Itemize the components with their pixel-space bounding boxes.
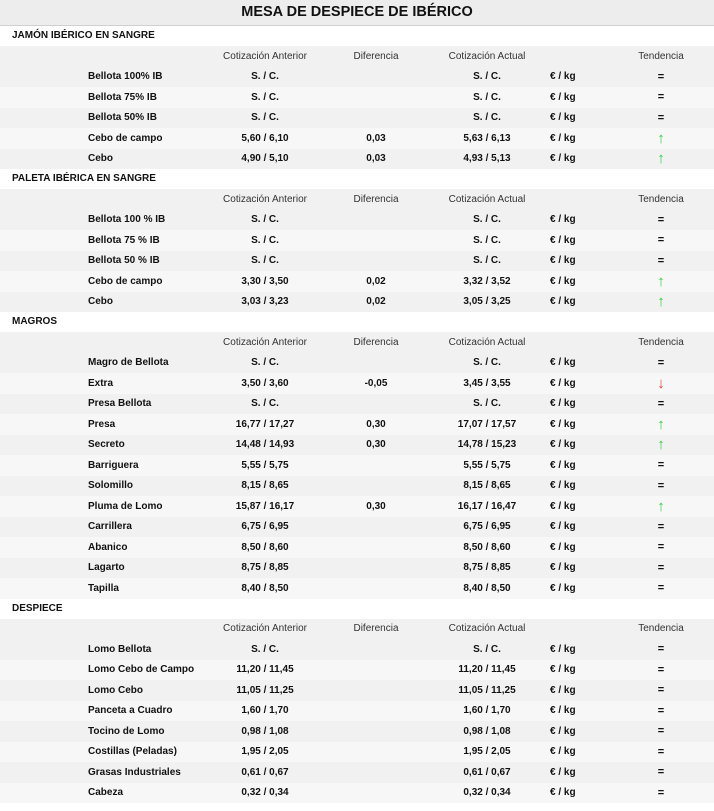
equal-icon: =: [657, 725, 665, 738]
table-row: [0, 353, 714, 374]
table-row: [0, 701, 714, 722]
row-prev: 8,40 / 8,50: [241, 582, 289, 594]
table-row: [0, 271, 714, 292]
row-unit: € / kg: [550, 398, 576, 410]
row-trend: [612, 643, 710, 655]
row-curr: 5,63 / 6,13: [463, 132, 511, 144]
row-name: Tocino de Lomo: [88, 725, 165, 737]
row-prev: S. / C.: [251, 234, 279, 246]
row-curr: 8,50 / 8,60: [463, 541, 511, 553]
up-arrow-icon: ↑: [657, 415, 665, 433]
section-title: PALETA IBÉRICA EN SANGRE: [0, 169, 714, 189]
row-trend: [612, 725, 710, 737]
row-prev: 8,75 / 8,85: [241, 562, 289, 574]
row-prev: 1,60 / 1,70: [241, 705, 289, 717]
row-prev: 0,32 / 0,34: [241, 787, 289, 799]
equal-icon: =: [657, 111, 665, 124]
row-curr: S. / C.: [473, 357, 501, 369]
row-curr: 3,05 / 3,25: [463, 296, 511, 308]
row-unit: € / kg: [550, 562, 576, 574]
row-name: Cebo de campo: [88, 132, 163, 144]
row-diff: 0,30: [366, 500, 386, 512]
header-curr: Cotización Actual: [448, 50, 526, 62]
table-row: [0, 496, 714, 517]
up-arrow-icon: ↑: [657, 436, 665, 454]
row-trend: [612, 459, 710, 471]
row-trend: [612, 480, 710, 492]
row-unit: € / kg: [550, 275, 576, 287]
header-curr: Cotización Actual: [448, 193, 526, 205]
equal-icon: =: [657, 561, 665, 574]
row-curr: 0,32 / 0,34: [463, 787, 511, 799]
row-curr: S. / C.: [473, 398, 501, 410]
equal-icon: =: [657, 356, 665, 369]
row-prev: 14,48 / 14,93: [235, 439, 295, 451]
row-unit: € / kg: [550, 582, 576, 594]
row-curr: 11,20 / 11,45: [458, 664, 516, 676]
row-curr: 0,98 / 1,08: [463, 725, 511, 737]
table-row: [0, 558, 714, 579]
row-diff: 0,03: [366, 132, 386, 144]
column-header-row: [0, 332, 714, 353]
table-row: [0, 87, 714, 108]
equal-icon: =: [657, 397, 665, 410]
row-trend: [612, 521, 710, 533]
table-row: [0, 414, 714, 435]
row-curr: 5,55 / 5,75: [463, 459, 511, 471]
row-unit: € / kg: [550, 664, 576, 676]
table-row: [0, 660, 714, 681]
row-name: Bellota 75% IB: [88, 91, 157, 103]
row-unit: € / kg: [550, 541, 576, 553]
row-name: Extra: [88, 377, 114, 389]
row-unit: € / kg: [550, 787, 576, 799]
table-row: [0, 578, 714, 599]
equal-icon: =: [657, 213, 665, 226]
row-unit: € / kg: [550, 521, 576, 533]
row-prev: 0,61 / 0,67: [241, 766, 289, 778]
row-prev: S. / C.: [251, 357, 279, 369]
row-diff: 0,03: [366, 153, 386, 165]
header-prev: Cotización Anterior: [223, 50, 307, 62]
table-row: [0, 783, 714, 804]
row-curr: S. / C.: [473, 643, 501, 655]
row-unit: € / kg: [550, 91, 576, 103]
table-row: [0, 742, 714, 763]
row-trend: [612, 91, 710, 103]
equal-icon: =: [657, 582, 665, 595]
section-title: JAMÓN IBÉRICO EN SANGRE: [0, 26, 714, 46]
row-curr: 6,75 / 6,95: [463, 521, 511, 533]
row-trend: [612, 376, 710, 391]
row-curr: S. / C.: [473, 255, 501, 267]
equal-icon: =: [657, 91, 665, 104]
equal-icon: =: [657, 479, 665, 492]
row-unit: € / kg: [550, 705, 576, 717]
section-title: DESPIECE: [0, 599, 714, 619]
row-unit: € / kg: [550, 71, 576, 83]
row-name: Carrillera: [88, 521, 132, 533]
row-name: Secreto: [88, 439, 125, 451]
row-curr: S. / C.: [473, 91, 501, 103]
row-curr: 17,07 / 17,57: [457, 418, 517, 430]
row-curr: 1,60 / 1,70: [463, 705, 511, 717]
row-name: Lomo Bellota: [88, 643, 152, 655]
table-row: [0, 230, 714, 251]
row-unit: € / kg: [550, 480, 576, 492]
row-name: Cebo: [88, 153, 113, 165]
row-name: Magro de Bellota: [88, 357, 169, 369]
row-prev: 3,30 / 3,50: [241, 275, 289, 287]
row-trend: [612, 294, 710, 309]
equal-icon: =: [657, 70, 665, 83]
equal-icon: =: [657, 745, 665, 758]
header-trend: Tendencia: [638, 50, 684, 62]
sections-container: [0, 26, 714, 803]
row-name: Costillas (Peladas): [88, 746, 177, 758]
equal-icon: =: [657, 254, 665, 267]
row-prev: 4,90 / 5,10: [241, 153, 289, 165]
table-row: [0, 517, 714, 538]
row-curr: 8,40 / 8,50: [463, 582, 511, 594]
row-unit: € / kg: [550, 132, 576, 144]
column-header-row: [0, 189, 714, 210]
table-row: [0, 721, 714, 742]
row-trend: [612, 787, 710, 799]
table-row: [0, 639, 714, 660]
row-prev: 3,03 / 3,23: [241, 296, 289, 308]
header-trend: Tendencia: [638, 336, 684, 348]
row-unit: € / kg: [550, 377, 576, 389]
row-trend: [612, 398, 710, 410]
equal-icon: =: [657, 766, 665, 779]
row-prev: 3,50 / 3,60: [241, 377, 289, 389]
row-prev: 5,60 / 6,10: [241, 132, 289, 144]
header-diff: Diferencia: [353, 50, 399, 62]
header-diff: Diferencia: [353, 623, 399, 635]
header-diff: Diferencia: [353, 193, 399, 205]
row-prev: 15,87 / 16,17: [235, 500, 295, 512]
row-unit: € / kg: [550, 766, 576, 778]
row-name: Bellota 50% IB: [88, 112, 157, 124]
table-row: [0, 762, 714, 783]
equal-icon: =: [657, 459, 665, 472]
up-arrow-icon: ↑: [657, 497, 665, 515]
row-prev: S. / C.: [251, 255, 279, 267]
row-curr: 11,05 / 11,25: [458, 684, 516, 696]
row-unit: € / kg: [550, 439, 576, 451]
row-curr: 8,15 / 8,65: [463, 480, 511, 492]
row-name: Bellota 75 % IB: [88, 234, 160, 246]
row-name: Cebo de campo: [88, 275, 163, 287]
row-prev: 1,95 / 2,05: [241, 746, 289, 758]
table-row: [0, 537, 714, 558]
row-trend: [612, 151, 710, 166]
row-trend: [612, 664, 710, 676]
header-prev: Cotización Anterior: [223, 623, 307, 635]
table-row: [0, 435, 714, 456]
row-unit: € / kg: [550, 746, 576, 758]
row-prev: S. / C.: [251, 643, 279, 655]
equal-icon: =: [657, 234, 665, 247]
header-curr: Cotización Actual: [448, 336, 526, 348]
row-diff: 0,02: [366, 275, 386, 287]
up-arrow-icon: ↑: [657, 129, 665, 147]
row-diff: 0,02: [366, 296, 386, 308]
row-name: Bellota 50 % IB: [88, 255, 160, 267]
section: [0, 599, 714, 804]
row-unit: € / kg: [550, 112, 576, 124]
row-unit: € / kg: [550, 684, 576, 696]
row-trend: [612, 437, 710, 452]
header-trend: Tendencia: [638, 623, 684, 635]
row-name: Abanico: [88, 541, 128, 553]
row-curr: S. / C.: [473, 112, 501, 124]
row-trend: [612, 214, 710, 226]
row-trend: [612, 499, 710, 514]
row-curr: 3,32 / 3,52: [463, 275, 511, 287]
row-trend: [612, 582, 710, 594]
row-unit: € / kg: [550, 296, 576, 308]
row-prev: 11,20 / 11,45: [236, 664, 294, 676]
row-unit: € / kg: [550, 725, 576, 737]
section: [0, 26, 714, 169]
row-prev: S. / C.: [251, 112, 279, 124]
equal-icon: =: [657, 520, 665, 533]
row-unit: € / kg: [550, 459, 576, 471]
down-arrow-icon: ↓: [657, 374, 665, 392]
row-unit: € / kg: [550, 214, 576, 226]
table-row: [0, 251, 714, 272]
header-trend: Tendencia: [638, 193, 684, 205]
row-diff: 0,30: [366, 418, 386, 430]
row-prev: S. / C.: [251, 71, 279, 83]
up-arrow-icon: ↑: [657, 150, 665, 168]
row-curr: 3,45 / 3,55: [463, 377, 511, 389]
row-trend: [612, 274, 710, 289]
equal-icon: =: [657, 684, 665, 697]
section-title: MAGROS: [0, 312, 714, 332]
row-trend: [612, 705, 710, 717]
row-curr: 16,17 / 16,47: [457, 500, 517, 512]
row-trend: [612, 417, 710, 432]
row-name: Lomo Cebo de Campo: [88, 664, 195, 676]
row-curr: 14,78 / 15,23: [457, 439, 517, 451]
row-trend: [612, 684, 710, 696]
row-prev: 0,98 / 1,08: [241, 725, 289, 737]
row-name: Barriguera: [88, 459, 139, 471]
column-header-row: [0, 46, 714, 67]
row-trend: [612, 71, 710, 83]
row-trend: [612, 234, 710, 246]
section: [0, 169, 714, 312]
table-row: [0, 476, 714, 497]
table-row: [0, 128, 714, 149]
row-curr: 8,75 / 8,85: [463, 562, 511, 574]
row-trend: [612, 357, 710, 369]
row-prev: 8,15 / 8,65: [241, 480, 289, 492]
row-name: Cabeza: [88, 787, 124, 799]
table-row: [0, 680, 714, 701]
row-trend: [612, 255, 710, 267]
table-row: [0, 292, 714, 313]
row-diff: 0,30: [366, 439, 386, 451]
page-title: MESA DE DESPIECE DE IBÉRICO: [0, 0, 714, 26]
equal-icon: =: [657, 663, 665, 676]
header-prev: Cotización Anterior: [223, 336, 307, 348]
up-arrow-icon: ↑: [657, 293, 665, 311]
equal-icon: =: [657, 541, 665, 554]
row-name: Grasas Industriales: [88, 766, 181, 778]
row-prev: 16,77 / 17,27: [235, 418, 295, 430]
header-curr: Cotización Actual: [448, 623, 526, 635]
table-row: [0, 455, 714, 476]
row-curr: S. / C.: [473, 234, 501, 246]
row-trend: [612, 562, 710, 574]
row-trend: [612, 766, 710, 778]
row-name: Pluma de Lomo: [88, 500, 163, 512]
row-name: Bellota 100% IB: [88, 71, 163, 83]
row-prev: 11,05 / 11,25: [236, 684, 294, 696]
row-curr: 4,93 / 5,13: [463, 153, 511, 165]
equal-icon: =: [657, 704, 665, 717]
row-prev: 5,55 / 5,75: [241, 459, 289, 471]
row-name: Panceta a Cuadro: [88, 705, 173, 717]
table-row: [0, 394, 714, 415]
row-name: Tapilla: [88, 582, 119, 594]
row-name: Cebo: [88, 296, 113, 308]
header-prev: Cotización Anterior: [223, 193, 307, 205]
row-curr: S. / C.: [473, 214, 501, 226]
table-row: [0, 149, 714, 170]
table-row: [0, 67, 714, 88]
table-row: [0, 210, 714, 231]
row-name: Bellota 100 % IB: [88, 214, 166, 226]
row-diff: -0,05: [364, 377, 388, 389]
table-row: [0, 373, 714, 394]
header-diff: Diferencia: [353, 336, 399, 348]
row-unit: € / kg: [550, 255, 576, 267]
row-name: Presa: [88, 418, 116, 430]
equal-icon: =: [657, 786, 665, 799]
row-name: Lomo Cebo: [88, 684, 143, 696]
row-curr: 0,61 / 0,67: [463, 766, 511, 778]
row-name: Lagarto: [88, 562, 125, 574]
row-trend: [612, 131, 710, 146]
row-prev: S. / C.: [251, 214, 279, 226]
row-prev: 6,75 / 6,95: [241, 521, 289, 533]
row-prev: S. / C.: [251, 91, 279, 103]
row-name: Presa Bellota: [88, 398, 152, 410]
row-unit: € / kg: [550, 153, 576, 165]
row-trend: [612, 746, 710, 758]
row-unit: € / kg: [550, 234, 576, 246]
row-unit: € / kg: [550, 418, 576, 430]
row-trend: [612, 112, 710, 124]
row-unit: € / kg: [550, 500, 576, 512]
row-prev: 8,50 / 8,60: [241, 541, 289, 553]
column-header-row: [0, 619, 714, 640]
row-unit: € / kg: [550, 643, 576, 655]
table-row: [0, 108, 714, 129]
up-arrow-icon: ↑: [657, 272, 665, 290]
row-prev: S. / C.: [251, 398, 279, 410]
row-unit: € / kg: [550, 357, 576, 369]
row-curr: 1,95 / 2,05: [463, 746, 511, 758]
row-trend: [612, 541, 710, 553]
section: [0, 312, 714, 599]
row-name: Solomillo: [88, 480, 133, 492]
equal-icon: =: [657, 643, 665, 656]
row-curr: S. / C.: [473, 71, 501, 83]
